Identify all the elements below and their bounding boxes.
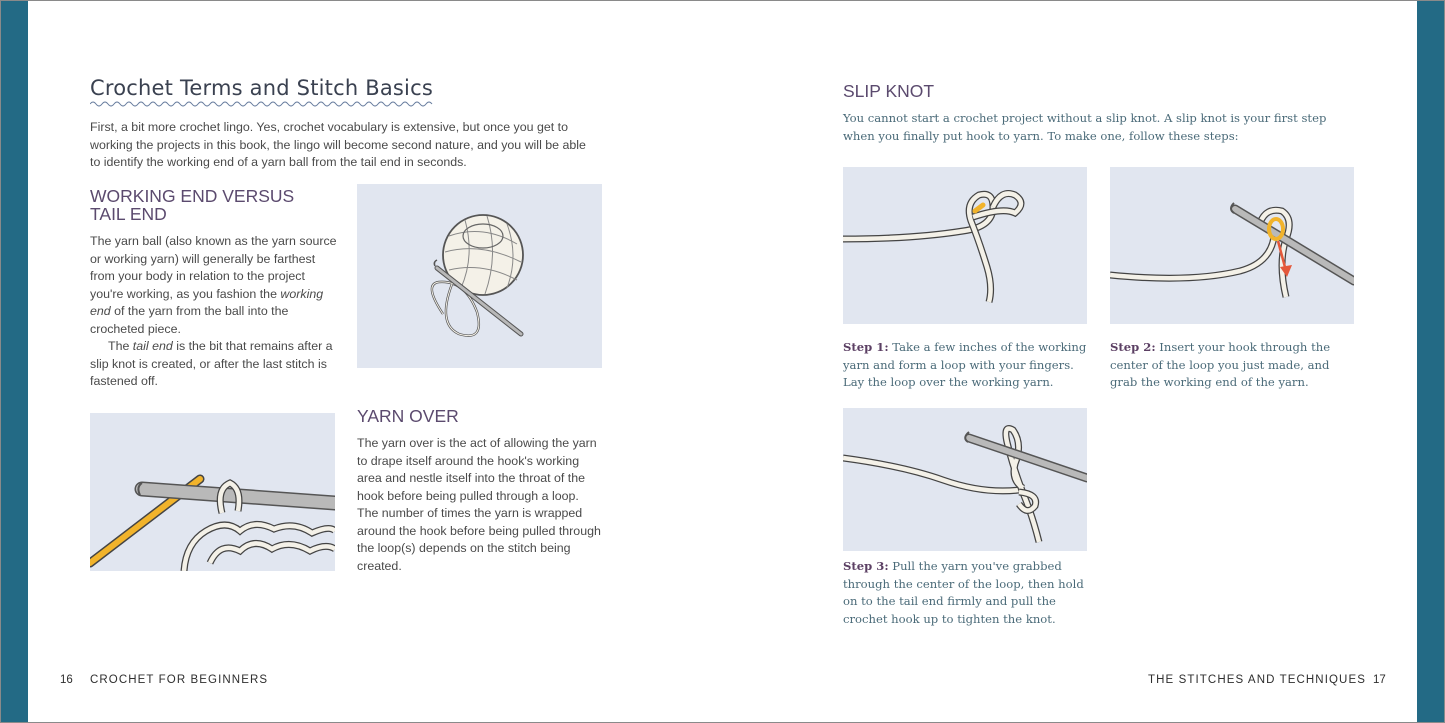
step-1-label: Step 1: xyxy=(843,340,889,354)
working-end-text: The yarn ball (also known as the yarn source or working yarn) will generally be farthest from your body in relation to the project you're working, as you fashion the xyxy=(90,234,337,301)
step-2-label: Step 2: xyxy=(1110,340,1156,354)
step-2-text: Insert your hook through the center of the loop you just made, and grab the working end of the yarn. xyxy=(1110,340,1331,389)
wavy-underline xyxy=(90,100,434,108)
working-end-text-end: of the yarn from the ball into the crocheted piece. xyxy=(90,304,289,336)
left-page-number: 16 xyxy=(60,674,73,686)
page-title: Crochet Terms and Stitch Basics xyxy=(90,76,433,100)
step-2-illustration xyxy=(1110,167,1354,324)
step-3-text: Pull the yarn you've grabbed through the center of the loop, then hold on to the tail end firmly and pull the crochet hook up to tighten the knot. xyxy=(843,559,1084,626)
yarn-over-illustration xyxy=(90,413,335,571)
yarn-over-paragraph: The yarn over is the act of allowing the yarn to drape itself around the hook's working area and nestle itself into the throat of the hook before being pulled through a loop. The number of times the yarn is wrapped around the hook before being pulled through the loop(s) depends on the stitch being created. xyxy=(357,436,601,573)
working-end-paragraph xyxy=(90,233,338,338)
slip-knot-heading: SLIP KNOT xyxy=(843,81,935,101)
working-end-heading-line2: TAIL END xyxy=(90,204,167,224)
step-1-illustration xyxy=(843,167,1087,324)
step-1-text: Take a few inches of the working yarn and form a loop with your fingers. Lay the loop over the working yarn. xyxy=(843,340,1087,389)
slip-knot-intro: You cannot start a crochet project without a slip knot. A slip knot is your first step when you finally put hook to yarn. To make one, follow these steps: xyxy=(843,111,1327,143)
working-end-heading-line1: WORKING END VERSUS xyxy=(90,186,295,206)
tail-end-term: tail end xyxy=(132,339,173,353)
step-3-illustration xyxy=(843,408,1087,551)
right-running-title: THE STITCHES AND TECHNIQUES xyxy=(1148,674,1366,686)
step-1-caption xyxy=(843,339,1087,392)
working-end-term: working end xyxy=(90,286,324,318)
yarn-ball-illustration xyxy=(357,184,602,368)
tail-end-text-end: is the bit that remains after a slip knot is created, or after the last stitch is fastened off. xyxy=(90,339,333,388)
yarn-over-heading: YARN OVER xyxy=(357,406,459,426)
page-edge-right xyxy=(1417,0,1445,723)
step-3-caption xyxy=(843,558,1091,628)
working-end-heading xyxy=(90,187,340,223)
intro-paragraph: First, a bit more crochet lingo. Yes, crochet vocabulary is extensive, but once you get to working the projects in this book, the lingo will become second nature, and you will be able to identify the working end of a yarn ball from the tail end in seconds. xyxy=(90,120,586,169)
right-page-number: 17 xyxy=(1373,674,1386,686)
left-running-title: CROCHET FOR BEGINNERS xyxy=(90,674,269,686)
step-2-caption xyxy=(1110,339,1360,392)
tail-end-text: The xyxy=(108,339,133,353)
page-edge-left xyxy=(0,0,28,723)
tail-end-paragraph xyxy=(90,338,338,391)
step-3-label: Step 3: xyxy=(843,559,889,573)
